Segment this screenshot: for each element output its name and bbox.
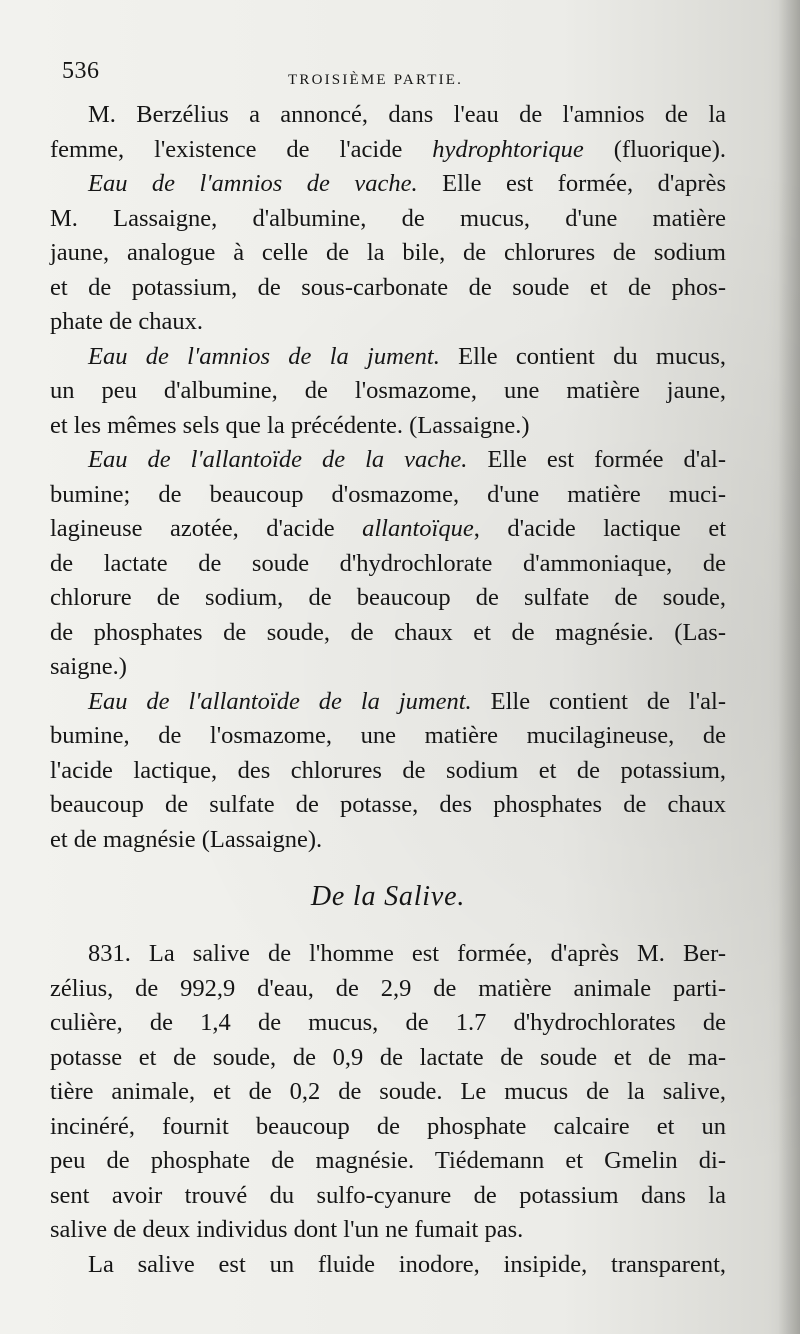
text-line: saigne.) <box>50 653 127 680</box>
text-line: potasse et de soude, de 0,9 de lactate de soude et de ma- <box>50 1043 726 1071</box>
text-line: Eau de l'amnios de la jument. Elle contient du mucus, <box>88 342 726 370</box>
text-line: de phosphates de soude, de chaux et de magnésie. (Las- <box>50 618 726 646</box>
text-line: lagineuse azotée, d'acide allantoïque, d'acide lactique et <box>50 515 726 542</box>
section-heading: De la Salive. <box>310 881 466 912</box>
text-line: M. Lassaigne, d'albumine, de mucus, d'une matière <box>50 204 726 232</box>
text-line: un peu d'albumine, de l'osmazome, une matière jaune, <box>50 377 726 404</box>
page-number: 536 <box>62 58 100 84</box>
text-line: chlorure de sodium, de beaucoup de sulfate de soude, <box>50 584 726 611</box>
text-line: beaucoup de sulfate de potasse, des phosphates de chaux <box>50 791 726 818</box>
text-line: bumine, de l'osmazome, une matière mucilagineuse, de <box>50 722 726 749</box>
text-line: l'acide lactique, des chlorures de sodium et de potassium, <box>50 756 726 784</box>
text-line: incinéré, fournit beaucoup de phosphate calcaire et un <box>50 1112 726 1140</box>
text-line: et de magnésie (Lassaigne). <box>50 825 323 853</box>
running-head: TROISIÈME PARTIE. <box>288 72 464 88</box>
text-line: phate de chaux. <box>50 308 204 335</box>
text-line: zélius, de 992,9 d'eau, de 2,9 de matière animale parti- <box>50 974 726 1002</box>
text-line: La salive est un fluide inodore, insipide, transparent, <box>88 1250 726 1278</box>
text-line: femme, l'existence de l'acide hydrophtorique (fluorique). <box>50 135 726 163</box>
text-line: peu de phosphate de magnésie. Tiédemann et Gmelin di- <box>50 1147 726 1174</box>
page-edge-shadow <box>778 0 800 1334</box>
text-line: et les mêmes sels que la précédente. (Lassaigne.) <box>50 411 530 439</box>
text-line: jaune, analogue à celle de la bile, de chlorures de sodium <box>50 239 726 266</box>
text-line: tière animale, et de 0,2 de soude. Le mucus de la salive, <box>50 1078 726 1105</box>
text-line: bumine; de beaucoup d'osmazome, d'une matière muci- <box>50 480 726 508</box>
text-line: Eau de l'amnios de vache. Elle est formée, d'après <box>88 170 726 197</box>
text-line: de lactate de soude d'hydrochlorate d'ammoniaque, de <box>50 549 726 577</box>
text-line: culière, de 1,4 de mucus, de 1.7 d'hydrochlorates de <box>50 1009 726 1036</box>
text-line: Eau de l'allantoïde de la vache. Elle est formée d'al- <box>88 446 726 473</box>
text-block <box>50 98 726 1282</box>
text-line: 831. La salive de l'homme est formée, d'après M. Ber- <box>88 940 726 967</box>
text-line: Eau de l'allantoïde de la jument. Elle contient de l'al- <box>88 687 726 715</box>
text-line: salive de deux individus dont l'un ne fumait pas. <box>50 1216 524 1243</box>
page-header <box>62 52 722 92</box>
text-line: sent avoir trouvé du sulfo-cyanure de potassium dans la <box>50 1181 726 1209</box>
text-line: et de potassium, de sous-carbonate de soude et de phos- <box>50 273 726 301</box>
text-line: M. Berzélius a annoncé, dans l'eau de l'amnios de la <box>88 101 726 128</box>
